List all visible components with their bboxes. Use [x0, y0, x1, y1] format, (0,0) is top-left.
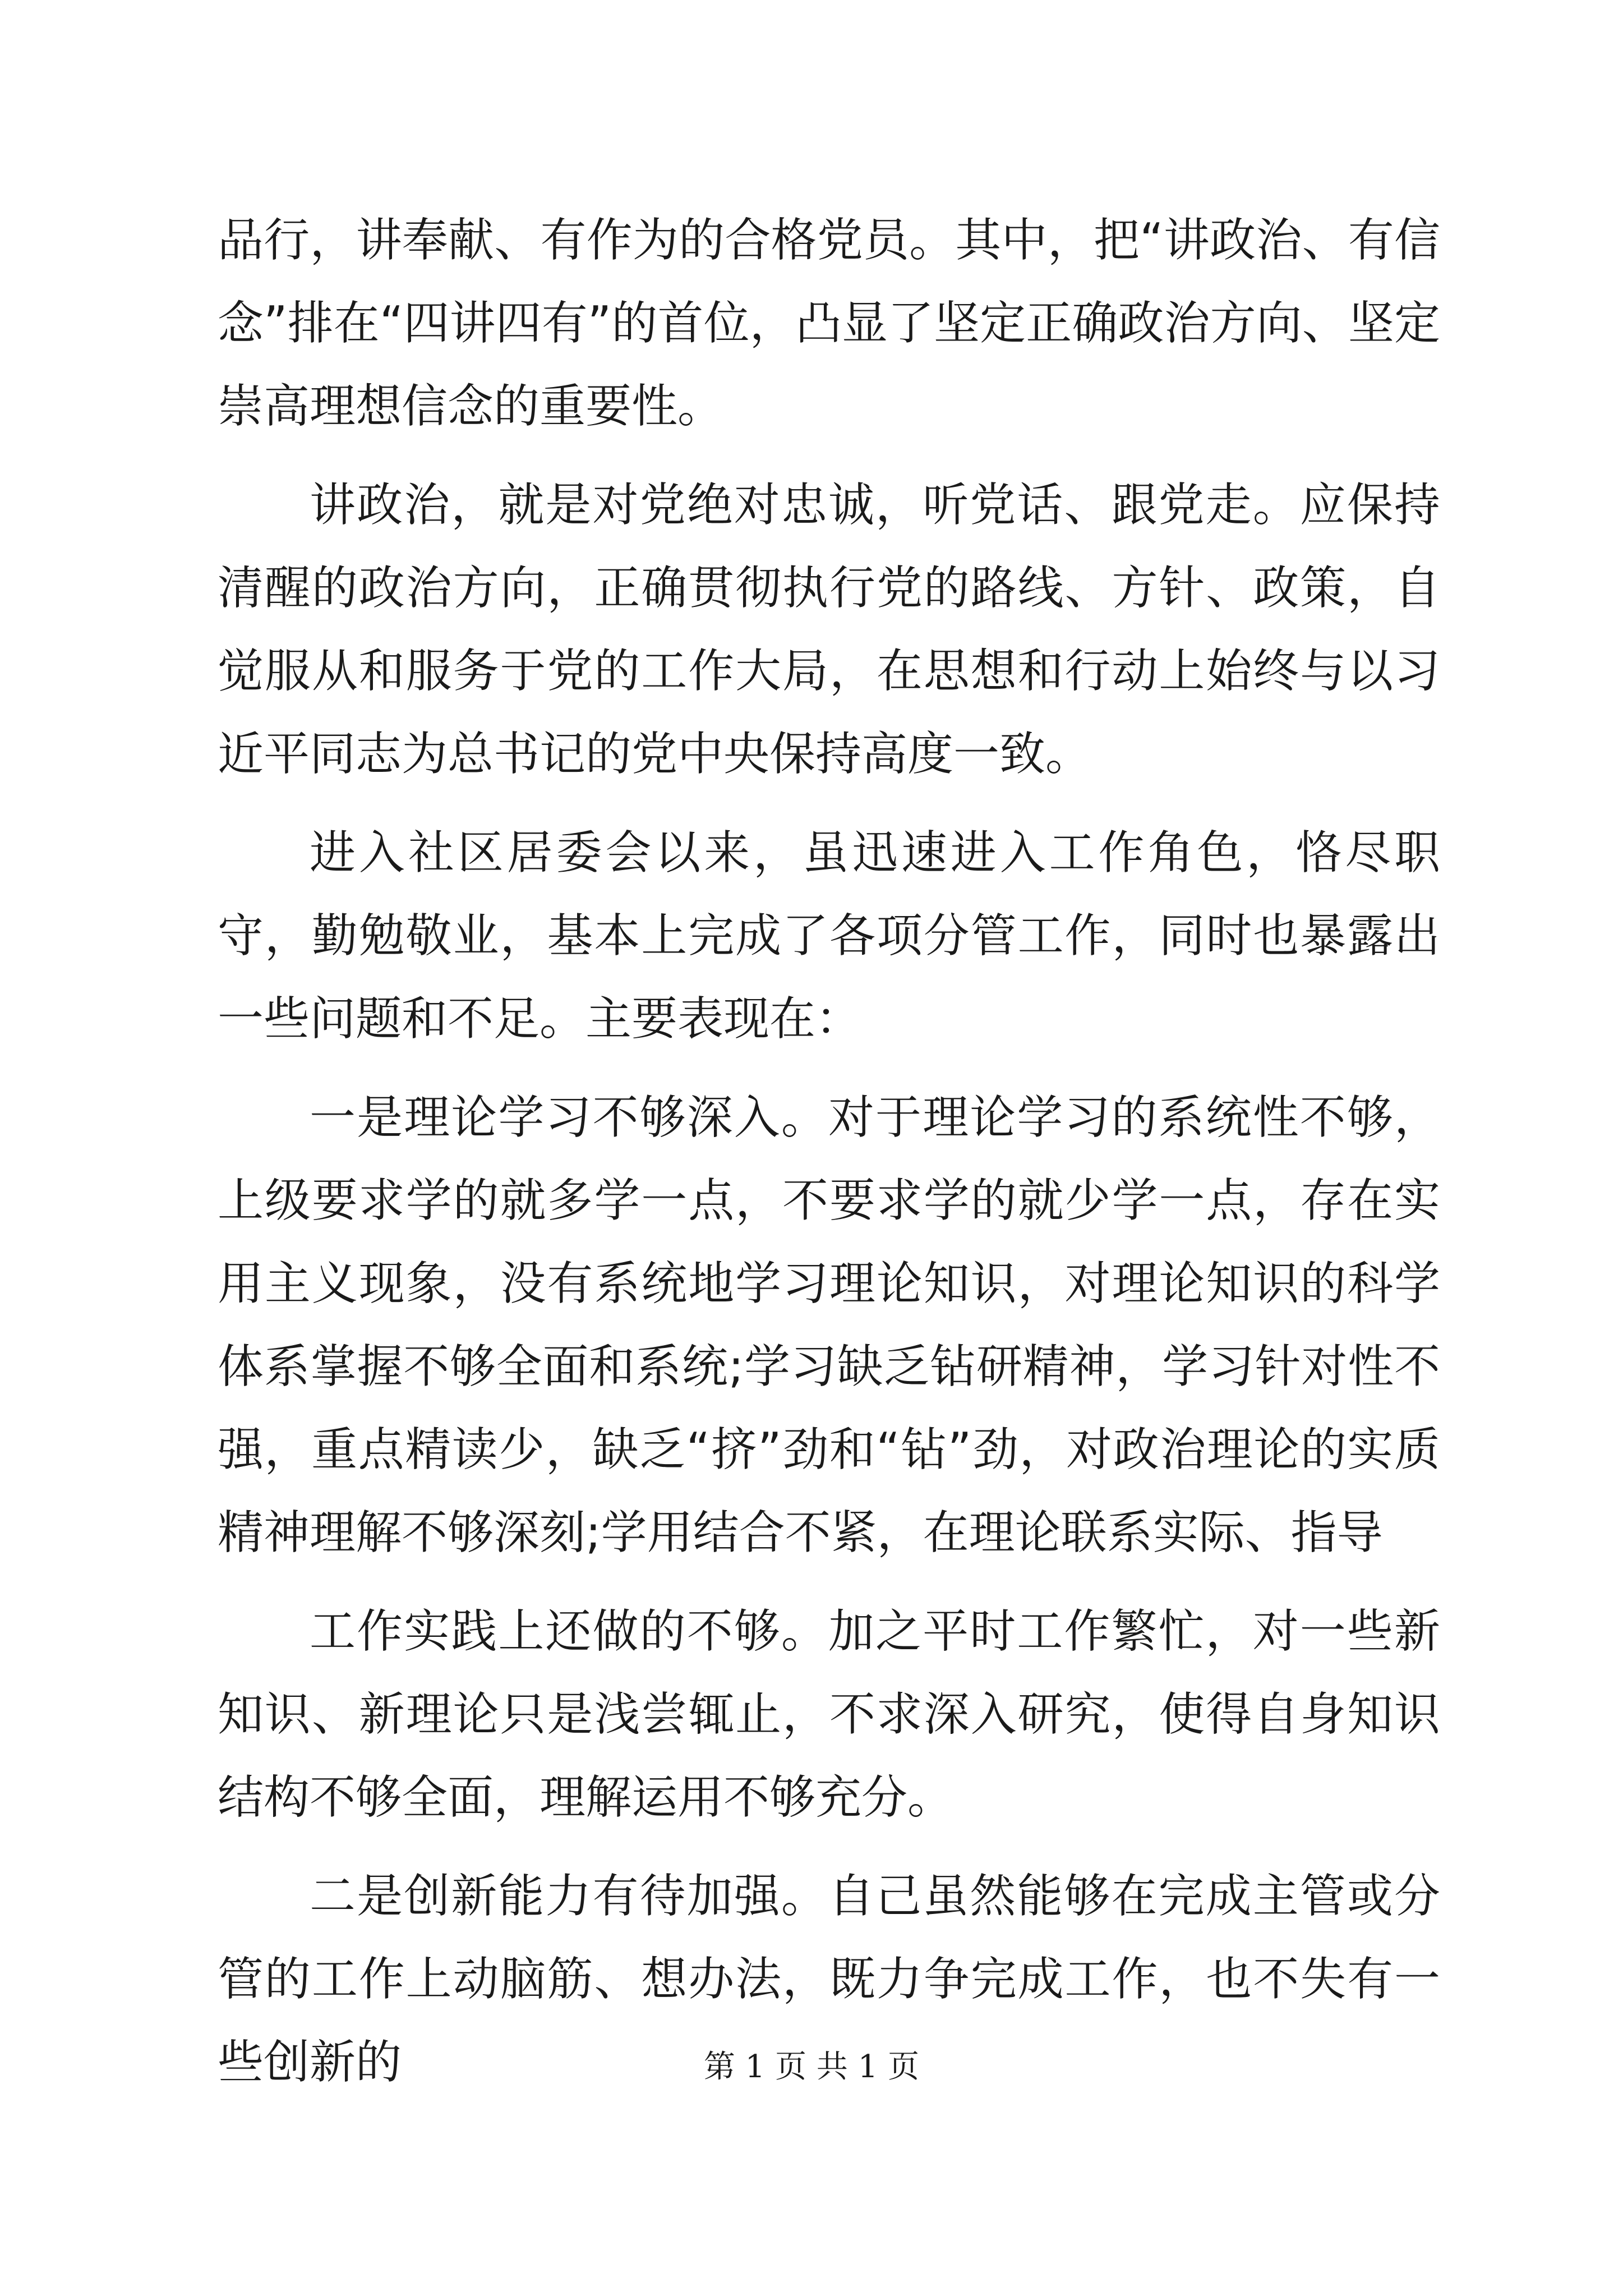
paragraph-3: 进入社区居委会以来，虽迅速进入工作角色，恪尽职守，勤勉敬业，基本上完成了各项分管工作，同时也暴露出一些问题和不足。主要表现在： — [218, 826, 1440, 1046]
paragraph-4: 一是理论学习不够深入。对于理论学习的系统性不够，上级要求学的就多学一点，不要求学的就少学一点，存在实用主义现象，没有系统地学习理论知识，对理论知识的科学体系掌握不够全面和系统;学习缺乏钻研精神，学习针对性不强，重点精读少，缺乏“挤”劲和“钻”劲，对政治理论的实质精神理解不够深刻;学用结合不紧，在理论联系实际、指导 — [218, 1091, 1440, 1559]
paragraph-1: 品行，讲奉献、有作为的合格党员。其中，把“讲政治、有信念”排在“四讲四有”的首位，凸显了坚定正确政治方向、坚定崇高理想信念的重要性。 — [218, 214, 1440, 433]
paragraph-6: 二是创新能力有待加强。自己虽然能够在完成主管或分管的工作上动脑筋、想办法，既力争完成工作，也不失有一些创新的 — [218, 1870, 1440, 2089]
paragraph-5: 工作实践上还做的不够。加之平时工作繁忙，对一些新知识、新理论只是浅尝辄止，不求深入研究，使得自身知识结构不够全面，理解运用不够充分。 — [218, 1605, 1440, 1824]
paragraph-2: 讲政治，就是对党绝对忠诚，听党话、跟党走。应保持清醒的政治方向，正确贯彻执行党的路线、方针、政策，自觉服从和服务于党的工作大局，在思想和行动上始终与以习近平同志为总书记的党中央保持高度一致。 — [218, 478, 1440, 781]
document-body — [218, 199, 1440, 2120]
page-footer: 第 1 页 共 1 页 — [703, 2049, 920, 2085]
